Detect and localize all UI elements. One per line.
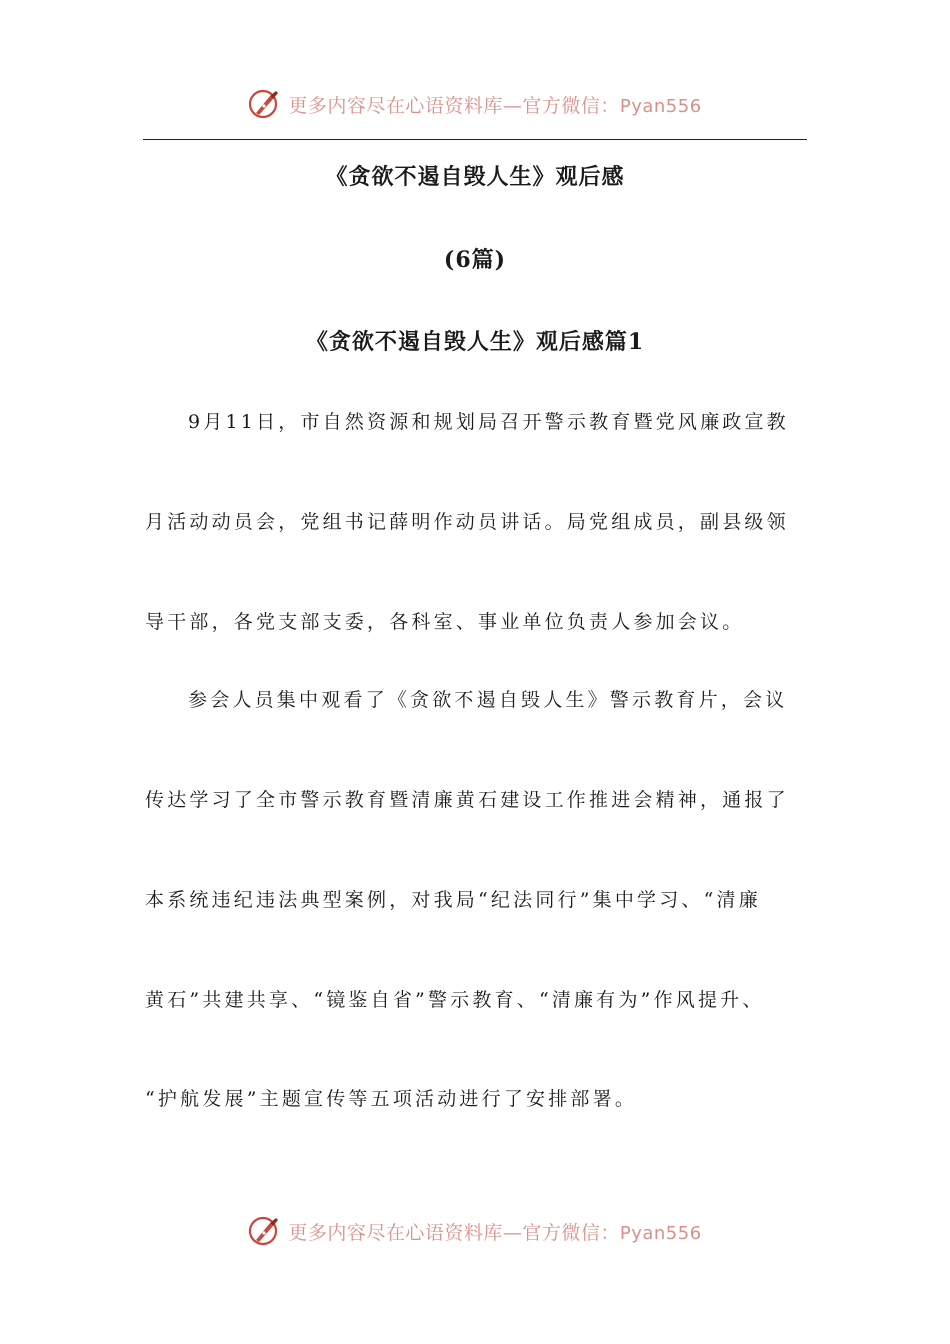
header-divider — [143, 139, 807, 140]
body-line: 本系统违纪违法典型案例，对我局“纪法同行”集中学习、“清廉 — [145, 889, 761, 911]
footer-banner-text — [288, 1218, 701, 1245]
document-title: 《贪欲不遏自毁人生》观后感 — [325, 164, 625, 190]
header-banner-text — [288, 91, 701, 118]
body-line: 9月11日，市自然资源和规划局召开警示教育暨党风廉政宣教 — [188, 411, 789, 433]
header-banner — [0, 84, 950, 124]
footer-banner — [0, 1211, 950, 1251]
body-line: “护航发展”主题宣传等五项活动进行了安排部署。 — [145, 1088, 638, 1110]
section-title: 《贪欲不遏自毁人生》观后感篇1 — [305, 329, 645, 355]
header-wechat-id: Pyan556 — [619, 95, 702, 117]
body-line: 参会人员集中观看了《贪欲不遏自毁人生》警示教育片，会议 — [188, 689, 788, 711]
footer-banner-label: 更多内容尽在心语资料库—官方微信： — [288, 1221, 620, 1244]
body-line: 传达学习了全市警示教育暨清廉黄石建设工作推进会精神，通报了 — [145, 789, 789, 811]
header-banner-label: 更多内容尽在心语资料库—官方微信： — [288, 94, 620, 117]
body-line: 导干部，各党支部支委，各科室、事业单位负责人参加会议。 — [145, 611, 745, 633]
pen-quill-icon — [248, 87, 282, 121]
pen-quill-icon — [248, 1214, 282, 1248]
body-line: 月活动动员会，党组书记薛明作动员讲话。局党组成员，副县级领 — [145, 511, 789, 533]
footer-wechat-id: Pyan556 — [619, 1222, 702, 1244]
document-count: (6篇) — [443, 247, 507, 273]
body-line: 黄石”共建共享、“镜鉴自省”警示教育、“清廉有为”作风提升、 — [145, 989, 765, 1011]
